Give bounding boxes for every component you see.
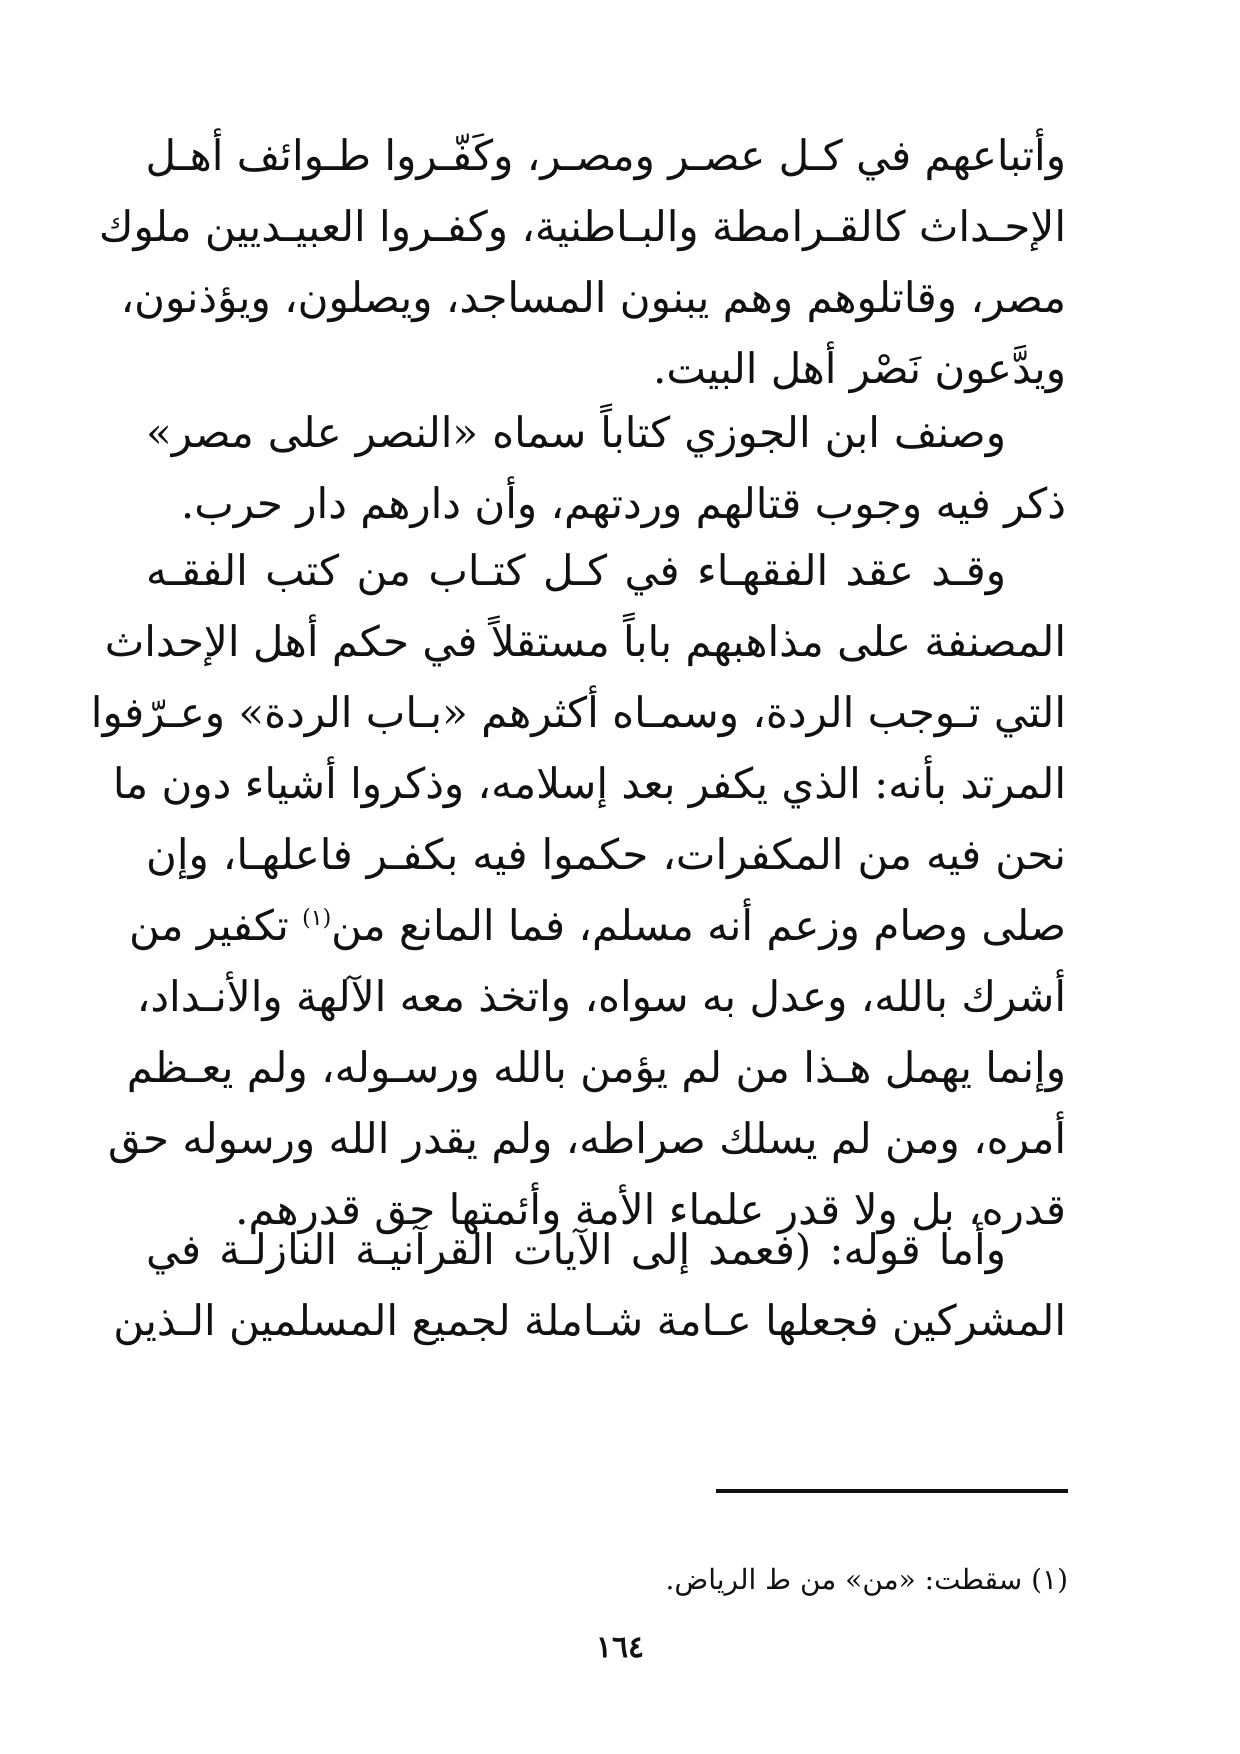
paragraph-3 xyxy=(90,535,1066,1245)
footnote: (١) سقطت: «من» من ط الرياض. xyxy=(665,1563,1068,1596)
text-line: التي تـوجب الردة، وسمـاه أكثرهم «بـاب الردة» وعـرّفوا xyxy=(90,688,1066,737)
line-text: صلى وصام وزعم أنه مسلم، فما المانع من xyxy=(331,901,1066,950)
page-number: ١٦٤ xyxy=(595,1630,645,1665)
text-line: قدره، بل ولا قدر علماء الأمة وأئمتها حق قدرهم. xyxy=(235,1185,1066,1234)
paragraph-2 xyxy=(146,397,1066,539)
text-line: المصنفة على مذاهبهم باباً مستقلاً في حكم أهل الإحداث xyxy=(104,617,1066,666)
text-line: وصنف ابن الجوزي كتاباً سماه «النصر على مصر» xyxy=(146,408,1006,457)
text-line: أمره، ومن لم يسلك صراطه، ولم يقدر الله ورسوله حق xyxy=(108,1114,1066,1163)
line-text-continued: تكفير من xyxy=(129,901,303,950)
text-line: المشركين فجعلها عـامة شـاملة لجميع المسلمين الـذين xyxy=(113,1296,1066,1345)
footnote-reference: (١) xyxy=(302,906,332,931)
text-line: وإنما يهمل هـذا من لم يؤمن بالله ورسـوله، ولم يعـظم xyxy=(126,1043,1066,1092)
text-line: وقـد عقد الفقهـاء في كـل كتـاب من كتب الفقـه xyxy=(146,546,1006,595)
text-line-with-footnote xyxy=(129,890,1066,961)
text-line: ذكر فيه وجوب قتالهم وردتهم، وأن دارهم دار حرب. xyxy=(180,479,1066,528)
paragraph-4 xyxy=(113,1214,1066,1356)
text-line: مصر، وقاتلوهم وهم يبنون المساجد، ويصلون، ويؤذنون، xyxy=(120,273,1066,322)
text-line: ويدَّعون نَصْر أهل البيت. xyxy=(653,344,1066,393)
text-line: وأتباعهم في كـل عصـر ومصـر، وكَفّـروا طـوائف أهـل xyxy=(145,131,1066,180)
text-line: المرتد بأنه: الذي يكفر بعد إسلامه، وذكروا أشياء دون ما xyxy=(112,759,1066,808)
footnote-divider xyxy=(716,1489,1068,1493)
text-line: نحن فيه من المكفرات، حكموا فيه بكفـر فاعلهـا، وإن xyxy=(146,830,1066,879)
text-line: أشرك بالله، وعدل به سواه، واتخذ معه الآلهة والأنـداد، xyxy=(136,972,1066,1021)
text-line: وأما قوله: (فعمد إلى الآيات القرآنيـة النازلـة في xyxy=(146,1225,1006,1274)
paragraph-1 xyxy=(98,120,1066,404)
text-line: الإحـداث كالقـرامطة والبـاطنية، وكفـروا العبيـديين ملوك xyxy=(98,202,1066,251)
